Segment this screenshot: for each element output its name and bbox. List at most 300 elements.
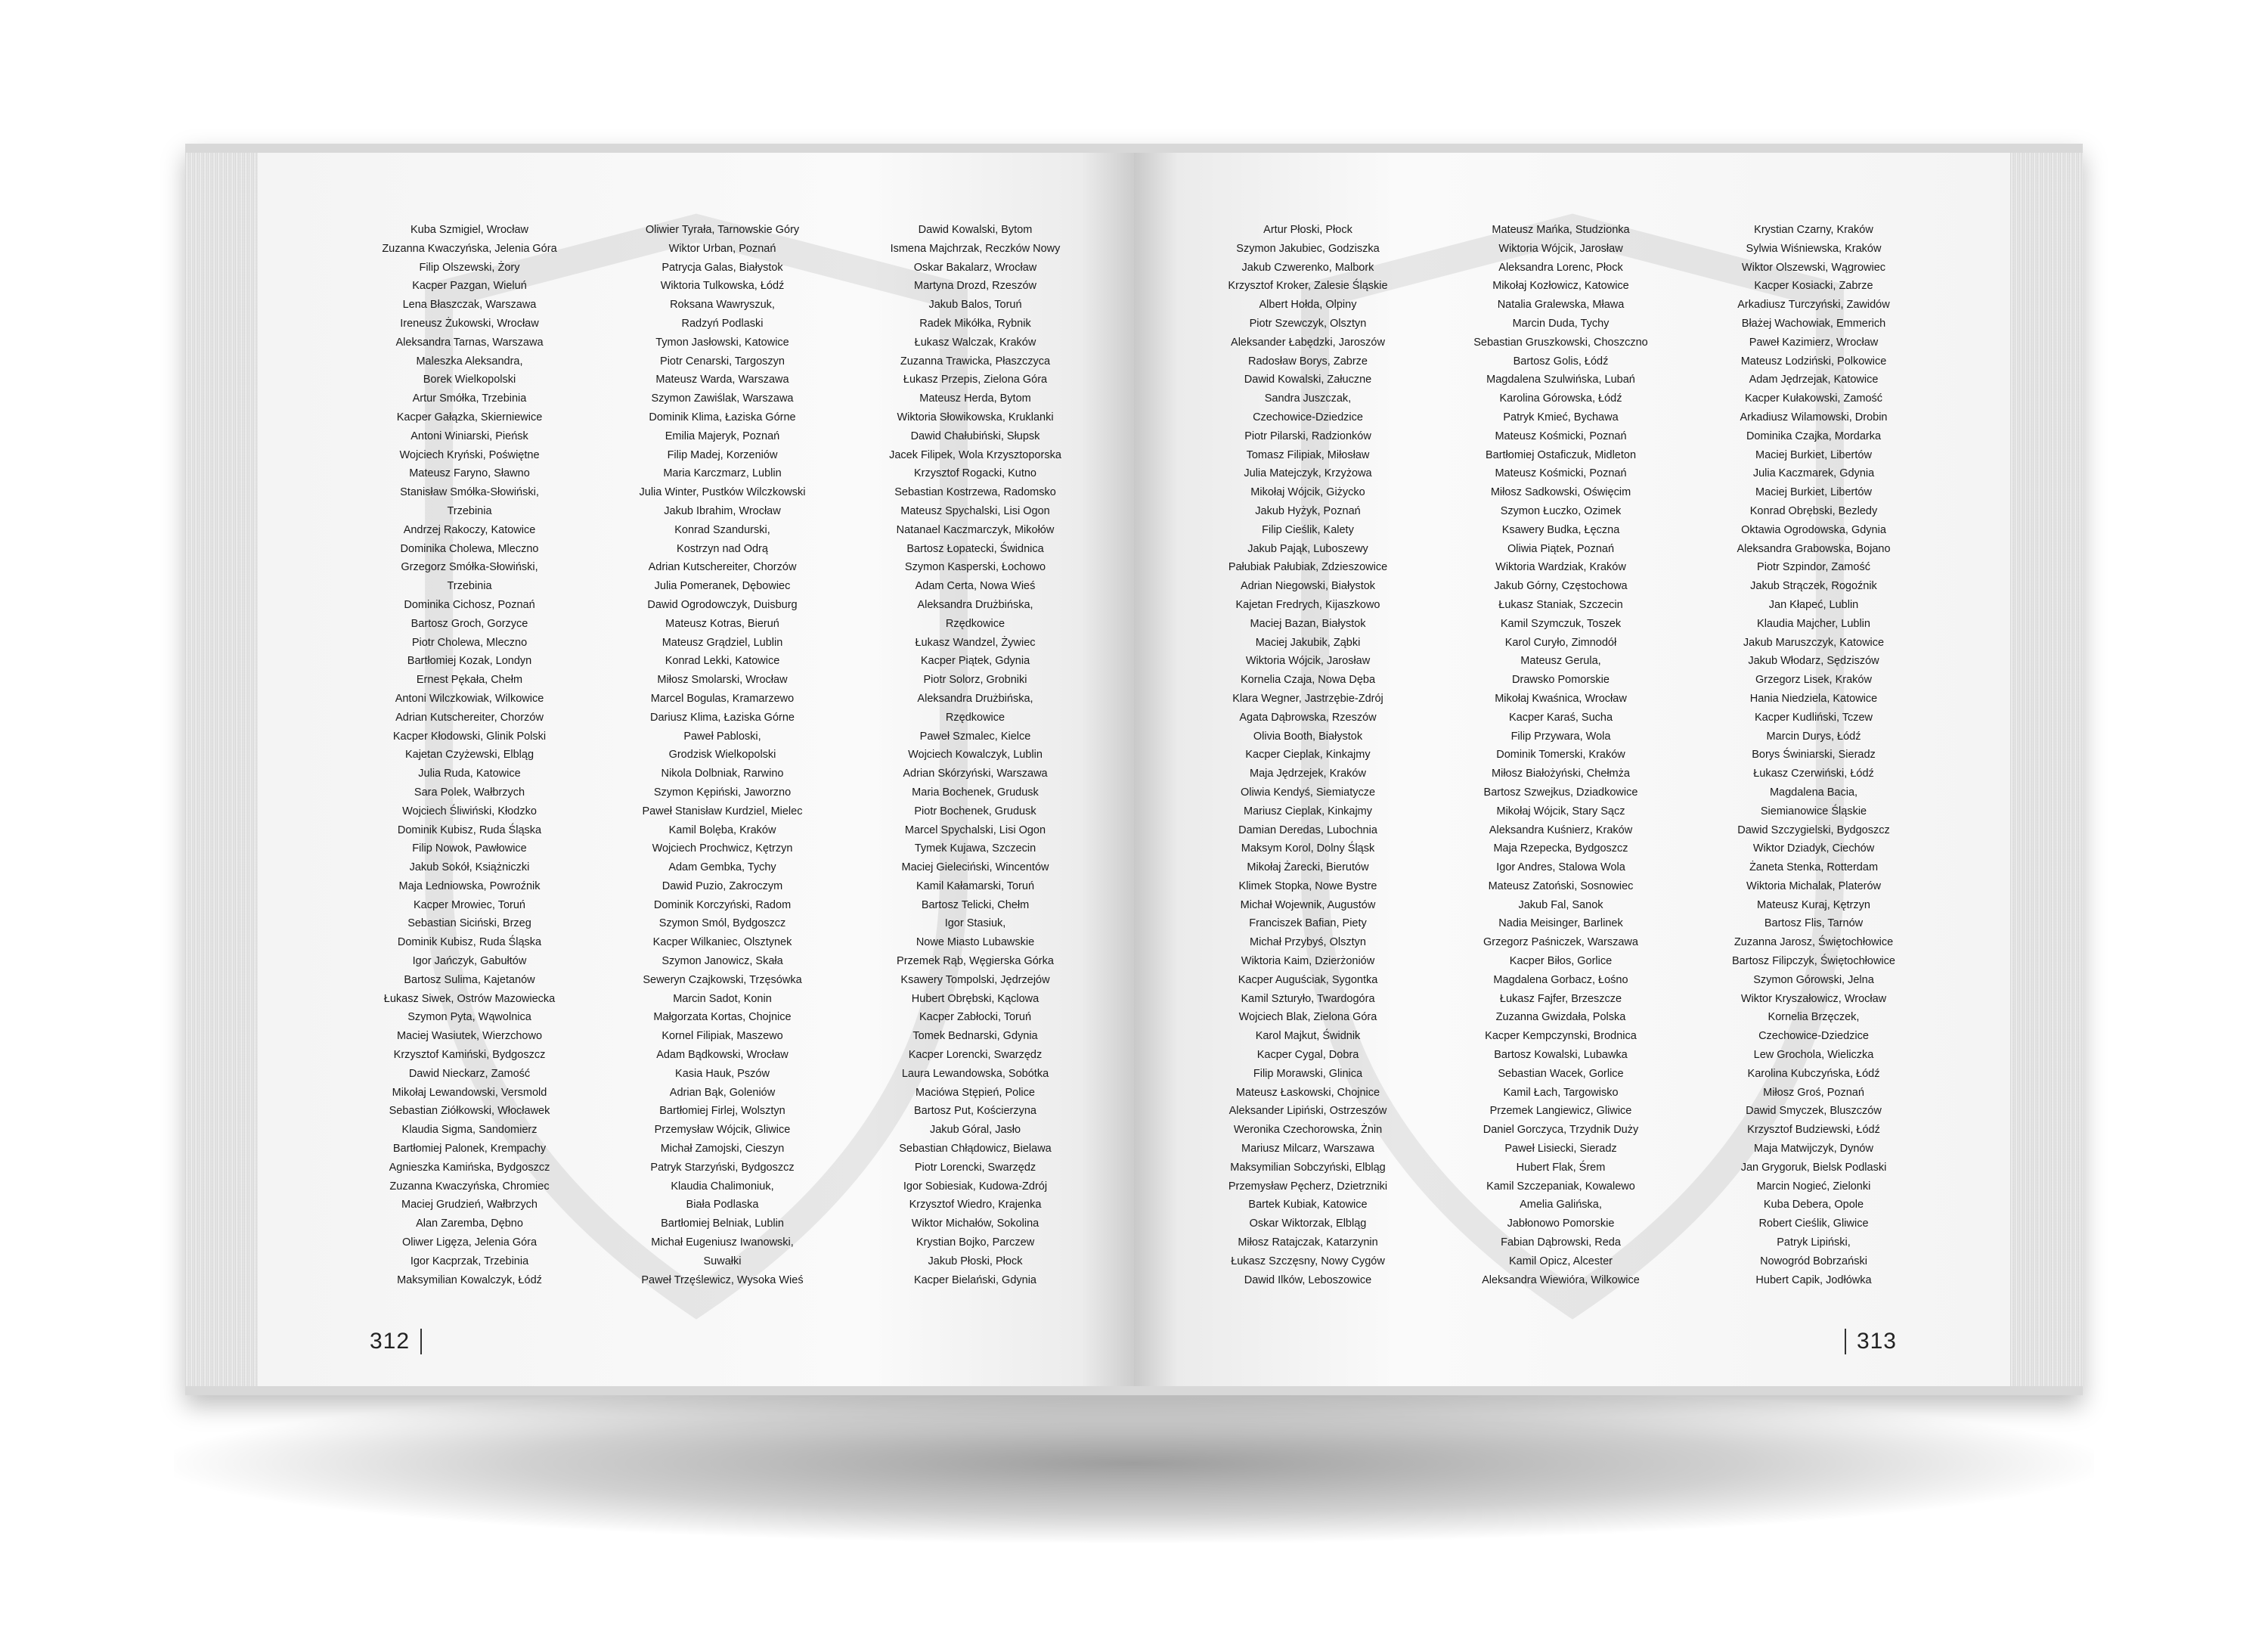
name-entry: Filip Nowok, Pawłowice (412, 842, 527, 855)
name-entry: Piotr Lorencki, Swarzędz (914, 1161, 1036, 1174)
name-entry: Paweł Stanisław Kurdziel, Mielec (642, 805, 803, 817)
name-entry: Mikołaj Lewandowski, Versmold (392, 1086, 547, 1099)
name-entry: Wojciech Kowalczyk, Lublin (908, 749, 1043, 762)
name-entry: Adam Jędrzejak, Katowice (1749, 374, 1879, 386)
name-entry: Marcin Durys, Łódź (1766, 730, 1861, 743)
name-entry: Piotr Bochenek, Grudusk (914, 805, 1036, 817)
name-entry: Krzysztof Rogacki, Kutno (914, 467, 1036, 480)
name-entry: Kacper Auguściak, Sygontka (1238, 973, 1378, 986)
name-entry: Drawsko Pomorskie (1512, 674, 1610, 687)
name-entry: Kornelia Brzęczek, (1768, 1011, 1860, 1024)
name-entry: Tomek Bednarski, Gdynia (912, 1030, 1038, 1043)
name-entry: Oliwer Ligęza, Jelenia Góra (401, 1236, 538, 1249)
name-entry: Kornel Filipiak, Maszewo (662, 1030, 783, 1043)
name-entry: Miłosz Ratajczak, Katarzynin (1238, 1236, 1378, 1249)
name-entry: Radek Mikółka, Rybnik (919, 317, 1031, 330)
name-entry: Jakub Strączek, Rogoźnik (1750, 580, 1877, 593)
name-entry: Aleksandra Wiewióra, Wilkowice (1482, 1273, 1640, 1286)
name-entry: Sebastian Ziółkowski, Włocławek (389, 1105, 550, 1118)
name-entry: Mateusz Spychalski, Lisi Ogon (900, 504, 1050, 517)
name-entry: Maria Bochenek, Grudusk (912, 786, 1039, 799)
name-entry: Dominika Cholewa, Mleczno (400, 542, 539, 555)
name-entry: Kajetan Fredrych, Kijaszkowo (1235, 598, 1380, 611)
name-entry: Lew Grochola, Wieliczka (1753, 1049, 1874, 1062)
name-entry: Bartosz Sulima, Kajetanów (404, 973, 535, 986)
name-entry: Igor Kacprzak, Trzebinia (410, 1255, 529, 1267)
name-entry: Oktawia Ogrodowska, Gdynia (1741, 523, 1886, 536)
name-entry: Kacper Cieplak, Kinkajmy (1245, 749, 1371, 762)
name-entry: Ksawery Budka, Łęczna (1501, 523, 1620, 536)
name-entry: Filip Przywara, Wola (1510, 730, 1611, 743)
name-entry: Bartłomiej Ostaficzuk, Midleton (1485, 448, 1637, 461)
name-entry: Kamil Szczepaniak, Kowalewo (1486, 1180, 1635, 1193)
name-entry: Paweł Lisiecki, Sieradz (1504, 1143, 1617, 1156)
name-entry: Kacper Mrowiec, Toruń (413, 898, 526, 911)
name-entry: Jakub Fal, Sanok (1518, 898, 1603, 911)
name-entry: Pałubiak Pałubiak, Zdzieszowice (1228, 561, 1388, 574)
name-entry: Kajetan Czyżewski, Elbląg (404, 749, 534, 762)
name-entry: Dominik Kubisz, Ruda Śląska (397, 936, 542, 949)
name-entry: Łukasz Staniak, Szczecin (1498, 598, 1623, 611)
name-entry: Jakub Czwerenko, Malbork (1241, 261, 1374, 274)
name-entry: Bartosz Flis, Tarnów (1764, 917, 1864, 930)
name-entry: Szymon Łuczko, Ozimek (1500, 504, 1622, 517)
name-entry: Kacper Karaś, Sucha (1508, 711, 1613, 724)
name-entry: Krzysztof Budziewski, Łódź (1747, 1124, 1880, 1137)
name-entry: Bartosz Golis, Łódź (1513, 355, 1609, 368)
name-entry: Bartosz Groch, Gorzyce (411, 617, 528, 630)
name-entry: Patryk Starzyński, Bydgoszcz (650, 1161, 795, 1174)
name-entry: Klaudia Chalimoniuk, (671, 1180, 774, 1193)
name-entry: Bartosz Łopatecki, Świdnica (906, 542, 1044, 555)
name-entry: Wiktoria Wardziak, Kraków (1495, 561, 1626, 574)
name-entry: Jabłonowo Pomorskie (1507, 1218, 1615, 1230)
name-entry: Hubert Flak, Śrem (1516, 1161, 1606, 1174)
name-entry: Bartłomiej Kozak, Londyn (407, 655, 532, 668)
name-entry: Mateusz Łaskowski, Chojnice (1235, 1086, 1380, 1099)
names-column (609, 221, 836, 1289)
name-entry: Krzysztof Kroker, Zalesie Śląskie (1228, 280, 1388, 293)
name-entry: Michał Zamojski, Cieszyn (660, 1143, 785, 1156)
name-entry: Nowogród Bobrzański (1760, 1255, 1867, 1267)
name-entry: Klaudia Majcher, Lublin (1757, 617, 1870, 630)
name-entry: Dominik Kubisz, Ruda Śląska (397, 824, 542, 836)
name-entry: Bartłomiej Palonek, Krempachy (392, 1143, 547, 1156)
name-entry: Kacper Kułakowski, Zamość (1744, 392, 1883, 405)
name-entry: Filip Morawski, Glinica (1253, 1067, 1363, 1080)
name-entry: Adrian Skórzyński, Warszawa (903, 768, 1048, 780)
name-entry: Piotr Solorz, Grobniki (923, 674, 1027, 687)
name-entry: Julia Winter, Pustków Wilczkowski (639, 486, 806, 499)
name-entry: Nadia Meisinger, Barlinek (1498, 917, 1623, 930)
name-entry: Krzysztof Kamiński, Bydgoszcz (393, 1049, 546, 1062)
name-entry: Dominik Klima, Łaziska Górne (649, 411, 796, 423)
name-entry: Wojciech Śliwiński, Kłodzko (402, 805, 537, 817)
name-entry: Kamil Szturyło, Twardogóra (1241, 992, 1375, 1005)
name-entry: Sebastian Siciński, Brzeg (407, 917, 531, 930)
name-entry: Paweł Szmalec, Kielce (919, 730, 1031, 743)
name-entry: Artur Płoski, Płock (1263, 224, 1352, 236)
left-page (258, 153, 1134, 1386)
name-entry: Mikołaj Wójcik, Stary Sącz (1496, 805, 1625, 817)
name-entry: Miłosz Smolarski, Wrocław (657, 674, 788, 687)
name-entry: Czechowice-Dziedzice (1253, 411, 1363, 423)
name-entry: Wiktor Dziadyk, Ciechów (1752, 842, 1875, 855)
name-entry: Julia Ruda, Katowice (418, 768, 521, 780)
name-entry: Zuzanna Kwaczyńska, Jelenia Góra (382, 242, 557, 255)
open-book (185, 144, 2083, 1395)
name-entry: Zuzanna Trawicka, Płaszczyca (900, 355, 1051, 368)
name-entry: Hubert Obrębski, Kąclowa (911, 992, 1040, 1005)
page-number: 312 (370, 1329, 422, 1354)
name-entry: Wojciech Blak, Zielona Góra (1238, 1011, 1377, 1024)
name-entry: Mateusz Gerula, (1520, 655, 1601, 668)
name-entry: Bartosz Szwejkus, Dziadkowice (1483, 786, 1638, 799)
name-entry: Sebastian Kostrzewa, Radomsko (894, 486, 1056, 499)
name-entry: Mateusz Mańka, Studzionka (1492, 224, 1630, 236)
name-entry: Kacper Kosiacki, Zabrze (1754, 280, 1873, 293)
name-entry: Konrad Lekki, Katowice (665, 655, 780, 668)
name-entry: Radzyń Podlaski (681, 317, 764, 330)
name-entry: Ksawery Tompolski, Jędrzejów (900, 973, 1050, 986)
name-entry: Mariusz Cieplak, Kinkajmy (1243, 805, 1373, 817)
name-entry: Szymon Kasperski, Łochowo (904, 561, 1046, 574)
name-entry: Przemek Rąb, Węgierska Górka (897, 955, 1054, 968)
name-entry: Przemysław Pęcherz, Dzietrzniki (1228, 1180, 1388, 1193)
name-entry: Karolina Górowska, Łódź (1499, 392, 1622, 405)
name-entry: Aleksandra Lorenc, Płock (1498, 261, 1623, 274)
name-entry: Kacper Wilkaniec, Olsztynek (652, 936, 792, 949)
name-entry: Filip Cieślik, Kalety (1262, 523, 1354, 536)
name-entry: Natanael Kaczmarczyk, Mikołów (896, 523, 1055, 536)
name-entry: Ernest Pękała, Chełm (416, 674, 523, 687)
name-entry: Natalia Gralewska, Mława (1497, 299, 1625, 312)
name-entry: Krystian Czarny, Kraków (1754, 224, 1873, 236)
name-entry: Mikołaj Żarecki, Bierutów (1247, 861, 1369, 874)
name-entry: Dominika Cichosz, Poznań (404, 598, 535, 611)
name-entry: Mateusz Kuraj, Kętrzyn (1757, 898, 1870, 911)
name-entry: Grzegorz Smółka-Słowiński, (401, 561, 538, 574)
name-entry: Kacper Lorencki, Swarzędz (908, 1049, 1043, 1062)
name-entry: Aleksandra Drużbińska, (917, 692, 1033, 705)
name-entry: Jan Kłapeć, Lublin (1768, 598, 1859, 611)
name-entry: Przemek Langiewicz, Gliwice (1489, 1105, 1632, 1118)
name-entry: Agata Dąbrowska, Rzeszów (1239, 711, 1377, 724)
names-column (862, 221, 1089, 1289)
name-entry: Maja Jędrzejek, Kraków (1250, 768, 1366, 780)
name-entry: Michał Wojewnik, Augustów (1240, 898, 1376, 911)
name-entry: Maja Rzepecka, Bydgoszcz (1493, 842, 1628, 855)
name-entry: Żaneta Stenka, Rotterdam (1749, 861, 1879, 874)
name-entry: Aleksandra Tarnas, Warszawa (395, 336, 544, 349)
name-entry: Rzędkowice (945, 617, 1005, 630)
name-entry: Maksymilian Sobczyński, Elbląg (1230, 1161, 1386, 1174)
name-entry: Dawid Kowalski, Bytom (918, 224, 1033, 236)
name-entry: Piotr Szpindor, Zamość (1757, 561, 1870, 574)
name-entry: Dawid Smyczek, Bluszczów (1746, 1105, 1882, 1118)
name-entry: Bartłomiej Firlej, Wolsztyn (659, 1105, 785, 1118)
name-entry: Maksymilian Kowalczyk, Łódź (397, 1273, 542, 1286)
name-entry: Mateusz Kośmicki, Poznań (1495, 430, 1627, 442)
name-entry: Maksym Korol, Dolny Śląsk (1241, 842, 1375, 855)
name-entry: Weronika Czechorowska, Żnin (1233, 1124, 1383, 1137)
name-entry: Daniel Gorczyca, Trzydnik Duży (1483, 1124, 1639, 1137)
name-entry: Jakub Hyżyk, Poznań (1255, 504, 1361, 517)
name-entry: Dawid Nieckarz, Zamość (408, 1067, 531, 1080)
name-entry: Michał Przybyś, Olsztyn (1250, 936, 1366, 949)
name-entry: Adam Gembka, Tychy (668, 861, 776, 874)
name-entry: Konrad Szandurski, (674, 523, 770, 536)
names-column (1194, 221, 1421, 1289)
name-entry: Wiktor Kryszałowicz, Wrocław (1740, 992, 1887, 1005)
name-entry: Martyna Drozd, Rzeszów (914, 280, 1036, 293)
name-entry: Seweryn Czajkowski, Trzęsówka (643, 973, 802, 986)
name-entry: Kamil Kałamarski, Toruń (916, 879, 1035, 892)
name-entry: Kamil Bolęba, Kraków (668, 824, 776, 836)
name-entry: Dawid Puzio, Zakroczym (662, 879, 783, 892)
name-entry: Fabian Dąbrowski, Reda (1501, 1236, 1621, 1249)
name-entry: Agnieszka Kamińska, Bydgoszcz (389, 1161, 550, 1174)
name-entry: Łukasz Walczak, Kraków (914, 336, 1036, 349)
name-entry: Mateusz Faryno, Sławno (409, 467, 530, 480)
name-entry: Franciszek Bafian, Piety (1249, 917, 1367, 930)
names-columns (356, 221, 1089, 1289)
name-entry: Szymon Janowicz, Skała (662, 955, 783, 968)
name-entry: Dariusz Klima, Łaziska Górne (650, 711, 795, 724)
name-entry: Roksana Wawryszuk, (670, 299, 775, 312)
name-entry: Łukasz Wandzel, Żywiec (915, 636, 1036, 649)
name-entry: Antoni Winiarski, Pieńsk (411, 430, 528, 442)
name-entry: Mateusz Zatoński, Sosnowiec (1488, 879, 1634, 892)
name-entry: Piotr Pilarski, Radzionków (1244, 430, 1371, 442)
name-entry: Szymon Kępiński, Jaworzno (653, 786, 792, 799)
name-entry: Szymon Zawiślak, Warszawa (651, 392, 794, 405)
name-entry: Szymon Smól, Bydgoszcz (658, 917, 786, 930)
name-entry: Miłosz Białożyński, Chełmża (1492, 768, 1630, 780)
name-entry: Nowe Miasto Lubawskie (916, 936, 1035, 949)
name-entry: Szymon Pyta, Wąwolnica (407, 1011, 531, 1024)
name-entry: Klaudia Sigma, Sandomierz (401, 1124, 538, 1137)
name-entry: Bartosz Telicki, Chełm (921, 898, 1030, 911)
name-entry: Szymon Jakubiec, Godziszka (1236, 242, 1380, 255)
name-entry: Arkadiusz Wilamowski, Drobin (1740, 411, 1888, 423)
name-entry: Oskar Wiktorzak, Elbląg (1249, 1218, 1367, 1230)
name-entry: Wiktoria Wójcik, Jarosław (1245, 655, 1371, 668)
name-entry: Sara Polek, Wałbrzych (414, 786, 525, 799)
name-entry: Igor Stasiuk, (944, 917, 1006, 930)
name-entry: Piotr Cholewa, Mleczno (411, 636, 528, 649)
name-entry: Sebastian Chłądowicz, Bielawa (899, 1143, 1052, 1156)
name-entry: Kuba Debera, Opole (1763, 1199, 1864, 1211)
name-entry: Igor Jańczyk, Gabułtów (412, 955, 527, 968)
name-entry: Bartosz Put, Kościerzyna (914, 1105, 1036, 1118)
name-entry: Kacper Kempczynski, Brodnica (1485, 1030, 1637, 1043)
name-entry: Stanisław Smółka-Słowiński, (400, 486, 539, 499)
name-entry: Adrian Niegowski, Białystok (1240, 580, 1376, 593)
name-entry: Damian Deredas, Lubochnia (1238, 824, 1377, 836)
name-entry: Kacper Biłos, Gorlice (1509, 955, 1613, 968)
name-entry: Marcel Spychalski, Lisi Ogon (904, 824, 1046, 836)
name-entry: Kacper Cygal, Dobra (1256, 1049, 1359, 1062)
name-entry: Dawid Ilków, Leboszowice (1244, 1273, 1372, 1286)
name-entry: Albert Hołda, Olpiny (1259, 299, 1357, 312)
book-shadow (174, 1384, 2094, 1543)
name-entry: Maria Karczmarz, Lublin (663, 467, 782, 480)
name-entry: Jakub Góral, Jasło (929, 1124, 1021, 1137)
name-entry: Kornelia Czaja, Nowa Dęba (1240, 674, 1376, 687)
name-entry: Kacper Kłodowski, Glinik Polski (392, 730, 547, 743)
name-entry: Suwałki (703, 1255, 742, 1267)
name-entry: Marcin Duda, Tychy (1512, 317, 1610, 330)
name-entry: Wiktor Michałów, Sokolina (911, 1218, 1040, 1230)
name-entry: Robert Cieślik, Gliwice (1758, 1218, 1869, 1230)
name-entry: Małgorzata Kortas, Chojnice (653, 1011, 792, 1024)
name-entry: Wiktor Urban, Poznań (668, 242, 776, 255)
name-entry: Julia Kaczmarek, Gdynia (1752, 467, 1875, 480)
name-entry: Grzegorz Lisek, Kraków (1755, 674, 1872, 687)
name-entry: Jakub Balos, Toruń (928, 299, 1022, 312)
name-entry: Magdalena Szulwińska, Lubań (1486, 374, 1635, 386)
name-entry: Krystian Bojko, Parczew (916, 1236, 1035, 1249)
name-entry: Aleksandra Kuśnierz, Kraków (1489, 824, 1633, 836)
name-entry: Kacper Gałązka, Skierniewice (396, 411, 543, 423)
name-entry: Dawid Chałubiński, Słupsk (910, 430, 1040, 442)
name-entry: Wiktoria Michalak, Platerów (1746, 879, 1882, 892)
name-entry: Emilia Majeryk, Poznań (665, 430, 780, 442)
name-entry: Patryk Kmieć, Bychawa (1503, 411, 1619, 423)
name-entry: Wiktoria Słowikowska, Kruklanki (897, 411, 1054, 423)
name-entry: Zuzanna Kwaczyńska, Chromiec (389, 1180, 550, 1193)
name-entry: Łukasz Przepis, Zielona Góra (903, 374, 1048, 386)
name-entry: Ireneusz Żukowski, Wrocław (400, 317, 539, 330)
name-entry: Kamil Szymczuk, Toszek (1500, 617, 1622, 630)
name-entry: Marcin Nogieć, Zielonki (1756, 1180, 1871, 1193)
name-entry: Marcin Sadot, Konin (673, 992, 772, 1005)
name-entry: Dawid Ogrodowczyk, Duisburg (647, 598, 798, 611)
name-entry: Maciej Bazan, Białystok (1250, 617, 1366, 630)
name-entry: Piotr Szewczyk, Olsztyn (1249, 317, 1367, 330)
name-entry: Wojciech Prochwicz, Kętrzyn (652, 842, 793, 855)
name-entry: Zuzanna Jarosz, Świętochłowice (1734, 936, 1894, 949)
name-entry: Oliwia Piątek, Poznań (1507, 542, 1615, 555)
name-entry: Magdalena Bacia, (1769, 786, 1858, 799)
name-entry: Maja Matwijczyk, Dynów (1754, 1143, 1873, 1156)
name-entry: Mikołaj Wójcik, Giżycko (1250, 486, 1365, 499)
name-entry: Przemysław Wójcik, Gliwice (654, 1124, 791, 1137)
name-entry: Kuba Szmigiel, Wrocław (410, 224, 529, 236)
names-column (1448, 221, 1675, 1289)
name-entry: Paweł Kazimierz, Wrocław (1749, 336, 1879, 349)
names-column (1700, 221, 1927, 1289)
name-entry: Mateusz Kośmicki, Poznań (1495, 467, 1627, 480)
name-entry: Andrzej Rakoczy, Katowice (403, 523, 536, 536)
name-entry: Jacek Filipek, Wola Krzysztoporska (889, 448, 1061, 461)
name-entry: Karol Majkut, Świdnik (1255, 1030, 1361, 1043)
name-entry: Miłosz Sadkowski, Oświęcim (1490, 486, 1631, 499)
name-entry: Bartosz Filipczyk, Świętochłowice (1732, 955, 1895, 968)
name-entry: Hania Niedziela, Katowice (1749, 692, 1878, 705)
name-entry: Konrad Obrębski, Bezledy (1749, 504, 1878, 517)
name-entry: Mateusz Warda, Warszawa (655, 374, 789, 386)
name-entry: Igor Andres, Stalowa Wola (1496, 861, 1625, 874)
name-entry: Szymon Górowski, Jelna (1753, 973, 1874, 986)
name-entry: Rzędkowice (945, 711, 1005, 724)
name-entry: Paweł Trzęślewicz, Wysoka Wieś (641, 1273, 804, 1286)
name-entry: Zuzanna Gwizdała, Polska (1495, 1011, 1626, 1024)
name-entry: Sebastian Wacek, Gorlice (1498, 1067, 1624, 1080)
name-entry: Mikołaj Kozłowicz, Katowice (1492, 280, 1629, 293)
name-entry: Maciej Gieleciński, Wincentów (901, 861, 1049, 874)
name-entry: Sebastian Gruszkowski, Choszczno (1473, 336, 1648, 349)
name-entry: Tymek Kujawa, Szczecin (914, 842, 1036, 855)
name-entry: Krzysztof Wiedro, Krajenka (909, 1199, 1042, 1211)
name-entry: Łukasz Fajfer, Brzeszcze (1499, 992, 1622, 1005)
name-entry: Dominik Tomerski, Kraków (1496, 749, 1625, 762)
name-entry: Jakub Płoski, Płock (928, 1255, 1023, 1267)
name-entry: Adrian Kutschereiter, Chorzów (648, 561, 797, 574)
name-entry: Patrycja Galas, Białystok (662, 261, 783, 274)
name-entry: Lena Błaszczak, Warszawa (402, 299, 537, 312)
name-entry: Kamil Łach, Targowisko (1503, 1086, 1619, 1099)
name-entry: Mateusz Herda, Bytom (919, 392, 1031, 405)
name-entry: Kamil Opicz, Alcester (1509, 1255, 1613, 1267)
name-entry: Błażej Wachowiak, Emmerich (1741, 317, 1886, 330)
name-entry: Paweł Pabloski, (683, 730, 761, 743)
name-entry: Jakub Włodarz, Sędziszów (1748, 655, 1879, 668)
name-entry: Grzegorz Paśniczek, Warszawa (1483, 936, 1638, 949)
page-number: 313 (1845, 1329, 1897, 1354)
name-entry: Olivia Booth, Białystok (1253, 730, 1363, 743)
name-entry: Siemianowice Śląskie (1760, 805, 1867, 817)
name-entry: Maciej Grudzień, Wałbrzych (401, 1199, 538, 1211)
name-entry: Ismena Majchrzak, Reczków Nowy (890, 242, 1061, 255)
name-entry: Miłosz Groś, Poznań (1763, 1086, 1864, 1099)
name-entry: Dominika Czajka, Mordarka (1746, 430, 1882, 442)
name-entry: Laura Lewandowska, Sobótka (901, 1067, 1049, 1080)
name-entry: Aleksandra Grabowska, Bojano (1737, 542, 1891, 555)
name-entry: Maciej Burkiet, Libertów (1755, 486, 1872, 499)
name-entry: Jakub Górny, Częstochowa (1494, 580, 1628, 593)
name-entry: Maciej Jakubik, Ząbki (1255, 636, 1361, 649)
name-entry: Julia Matejczyk, Krzyżowa (1244, 467, 1372, 480)
name-entry: Nikola Dolbniak, Rarwino (661, 768, 784, 780)
name-entry: Sylwia Wiśniewska, Kraków (1746, 242, 1882, 255)
name-entry: Kacper Bielański, Gdynia (914, 1273, 1036, 1286)
name-entry: Wiktoria Wójcik, Jarosław (1498, 242, 1623, 255)
name-entry: Kacper Piątek, Gdynia (920, 655, 1030, 668)
name-entry: Jakub Maruszczyk, Katowice (1743, 636, 1885, 649)
name-entry: Borys Świniarski, Sieradz (1752, 749, 1876, 762)
name-entry: Mariusz Milcarz, Warszawa (1241, 1143, 1374, 1156)
name-entry: Sandra Juszczak, (1264, 392, 1352, 405)
right-page (1134, 153, 2010, 1386)
name-entry: Dawid Szczygielski, Bydgoszcz (1737, 824, 1890, 836)
name-entry: Dominik Korczyński, Radom (653, 898, 792, 911)
name-entry: Jakub Ibrahim, Wrocław (664, 504, 781, 517)
name-entry: Michał Eugeniusz Iwanowski, (651, 1236, 794, 1249)
name-entry: Filip Madej, Korzeniów (667, 448, 778, 461)
name-entry: Wiktor Olszewski, Wągrowiec (1741, 261, 1886, 274)
name-entry: Karol Curyło, Zimnodół (1504, 636, 1617, 649)
name-entry: Łukasz Czerwiński, Łódź (1753, 768, 1874, 780)
left-page-edges (185, 153, 258, 1386)
name-entry: Arkadiusz Turczyński, Zawidów (1737, 299, 1890, 312)
name-entry: Tomasz Filipiak, Miłosław (1246, 448, 1370, 461)
name-entry: Magdalena Gorbacz, Łośno (1493, 973, 1628, 986)
name-entry: Borek Wielkopolski (423, 374, 516, 386)
name-entry: Kacper Pazgan, Wieluń (412, 280, 527, 293)
name-entry: Jakub Pająk, Luboszewy (1247, 542, 1368, 555)
